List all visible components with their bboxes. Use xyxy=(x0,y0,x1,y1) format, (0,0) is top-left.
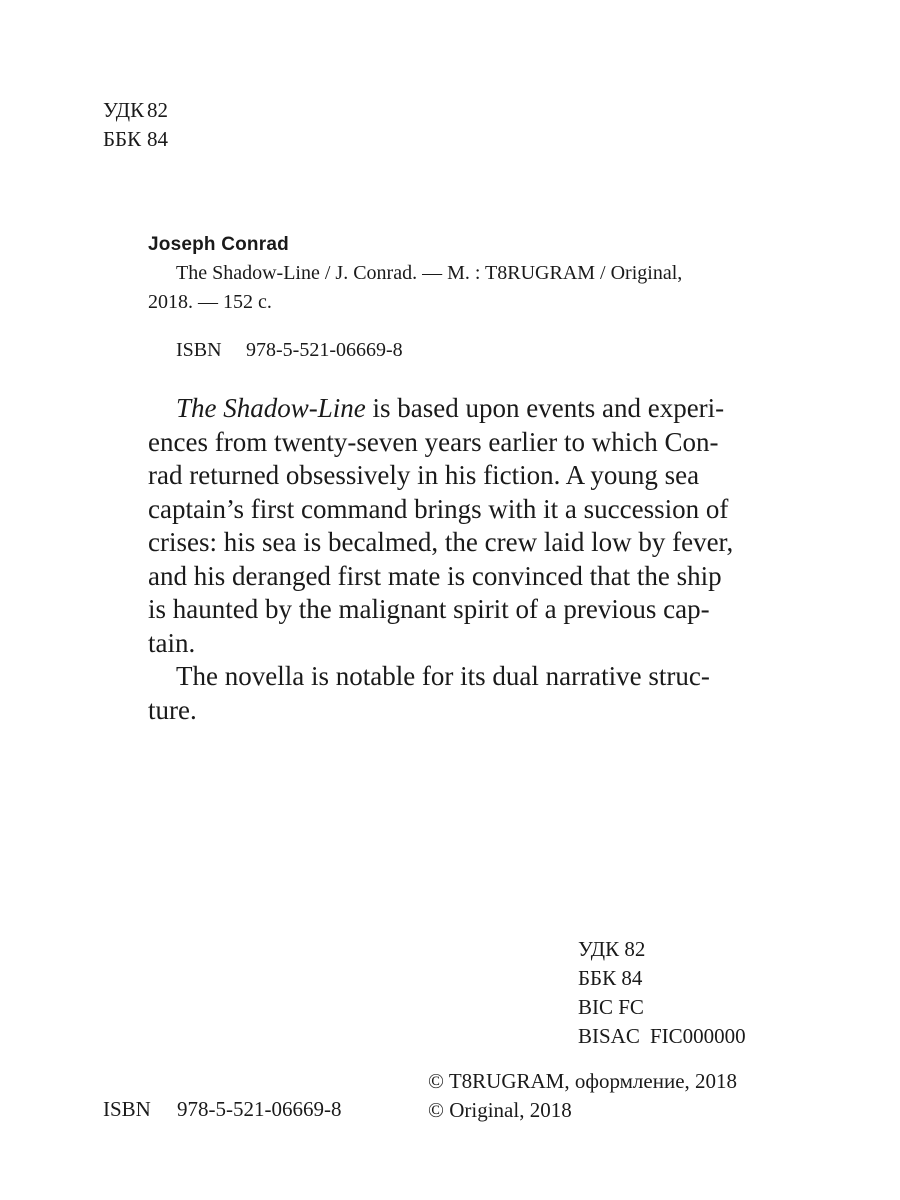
author-name: Joseph Conrad xyxy=(148,234,289,255)
copyright-notices xyxy=(428,1067,737,1125)
annotation-line: The Shadow-Line is based upon events and experi- xyxy=(176,393,725,423)
bbk-value: 84 xyxy=(147,127,168,151)
annotation-line: tain. xyxy=(148,627,196,658)
book-title-italic: The Shadow-Line xyxy=(176,393,366,423)
bottom-isbn-value: 978-5-521-06669-8 xyxy=(177,1097,342,1121)
isbn-record xyxy=(176,336,403,365)
annotation-line: and his deranged first mate is convinced that the ship xyxy=(148,560,722,591)
annotation-line: is haunted by the malignant spirit of a previous cap- xyxy=(148,594,710,624)
bic-bottom: BIC FC xyxy=(578,995,644,1019)
isbn-label: ISBN xyxy=(176,339,222,361)
biblio-line-1: The Shadow-Line / J. Conrad. — M. : T8RUGRAM / Original, xyxy=(176,262,683,284)
isbn-value: 978-5-521-06669-8 xyxy=(246,339,403,361)
bisac-bottom xyxy=(578,1022,746,1051)
bisac-value: FIC000000 xyxy=(650,1024,746,1048)
bottom-isbn-label: ISBN xyxy=(103,1097,151,1121)
annotation-line: ture. xyxy=(148,694,197,725)
bbk-label: ББК xyxy=(103,127,142,151)
bisac-label: BISAC xyxy=(578,1024,640,1048)
copyright-line-1: © T8RUGRAM, оформление, 2018 xyxy=(428,1069,738,1093)
udk-bottom: УДК 82 xyxy=(578,937,646,961)
copyright-line-2: © Original, 2018 xyxy=(428,1098,572,1122)
udk-line xyxy=(103,96,168,125)
udk-value: 82 xyxy=(147,98,168,122)
annotation-line: ences from twenty-seven years earlier to which Con- xyxy=(148,426,719,457)
bottom-isbn xyxy=(103,1095,341,1124)
annotation-line: crises: his sea is becalmed, the crew laid low by fever, xyxy=(148,527,734,557)
bbk-bottom: ББК 84 xyxy=(578,966,643,990)
biblio-line-2: 2018. — 152 c. xyxy=(148,291,272,313)
annotation xyxy=(148,392,768,727)
annotation-line: captain’s first command brings with it a succession of xyxy=(148,493,729,524)
bottom-classification xyxy=(578,935,746,1051)
udk-label: УДК xyxy=(103,98,145,122)
bbk-line xyxy=(103,125,168,154)
top-classification xyxy=(103,96,168,154)
annotation-line: The novella is notable for its dual narrative struc- xyxy=(176,661,710,691)
bibliographic-record xyxy=(148,230,682,317)
annotation-line: rad returned obsessively in his fiction. A young sea xyxy=(148,460,700,490)
